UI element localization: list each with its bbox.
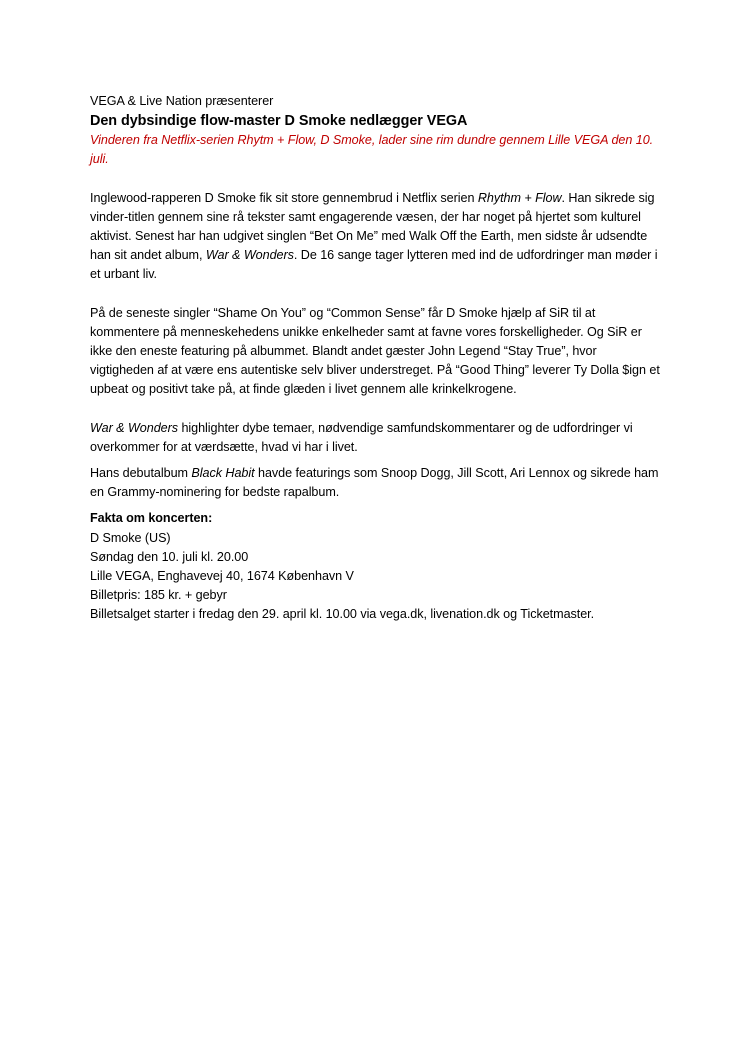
subheadline: Vinderen fra Netflix-serien Rhytm + Flow, D Smoke, lader sine rim dundre gennem Lille VEGA den 10. juli. bbox=[90, 133, 654, 167]
fact-price: Billetpris: 185 kr. + gebyr bbox=[90, 588, 227, 603]
fact-venue: Lille VEGA, Enghavevej 40, 1674 København V bbox=[90, 569, 354, 584]
paragraph-intro-text-1: Inglewood-rapperen D Smoke fik sit store gennembrud i Netflix serien bbox=[90, 190, 478, 205]
paragraph-themes-text: highlighter dybe temaer, nødvendige samfundskommentarer og de udfordringer vi overkommer for at værdsætte, hvad vi har i livet. bbox=[90, 420, 633, 454]
show-title-italic: Rhythm + Flow bbox=[477, 190, 562, 205]
paragraph-singles: På de seneste singler “Shame On You” og “Common Sense” får D Smoke hjælp af SiR til at kommentere på menneskehedens unikke enkelheder samt at favne vores forskelligheder. Og SiR er ikke den eneste featuring på albummet. Blandt andet gæster John Legend “Stay True”, hvor vigtigheden af at være ens autentiske selv bliver understreget. På “Good Thing” leverer Ty Dolla $ign et upbeat og positivt take på, at finde glæden i livet gennem alle krinkelkrogene. bbox=[90, 305, 660, 397]
debut-album-title-italic: Black Habit bbox=[191, 466, 255, 481]
paragraph-intro-text-3: . De 16 sange tager lytteren med ind de udfordringer man møder i et urbant liv. bbox=[90, 248, 658, 282]
paragraph-themes bbox=[90, 419, 660, 457]
album-title-italic: War & Wonders bbox=[90, 420, 178, 435]
headline: Den dybsindige flow-master D Smoke nedlægger VEGA bbox=[90, 113, 468, 130]
album-title-italic: War & Wonders bbox=[205, 248, 294, 263]
press-release bbox=[90, 92, 660, 625]
presenter-line: VEGA & Live Nation præsenterer bbox=[90, 94, 274, 108]
paragraph-debut-text-1: Hans debutalbum bbox=[90, 466, 192, 481]
facts-heading: Fakta om koncerten: bbox=[90, 511, 213, 526]
paragraph-debut-text-2: havde featurings som Snoop Dogg, Jill Scott, Ari Lennox og sikrede ham en Grammy-nominering for bedste rapalbum. bbox=[90, 466, 659, 500]
fact-ticket-sale: Billetsalget starter i fredag den 29. april kl. 10.00 via vega.dk, livenation.dk og Ticketmaster. bbox=[90, 607, 595, 622]
paragraph-debut bbox=[90, 464, 660, 502]
fact-artist: D Smoke (US) bbox=[90, 530, 171, 545]
concert-facts bbox=[90, 509, 660, 624]
fact-date: Søndag den 10. juli kl. 20.00 bbox=[90, 549, 249, 564]
paragraph-intro bbox=[90, 189, 660, 285]
paragraph-intro-text-2: . Han sikrede sig vinder-titlen gennem sine rå tekster samt engagerende væsen, der har noget på hjertet som kulturel aktivist. Senest har han udgivet singlen “Bet On Me” med Walk Off the Earth, men sidste år udsendte han sit andet album, bbox=[90, 190, 655, 263]
